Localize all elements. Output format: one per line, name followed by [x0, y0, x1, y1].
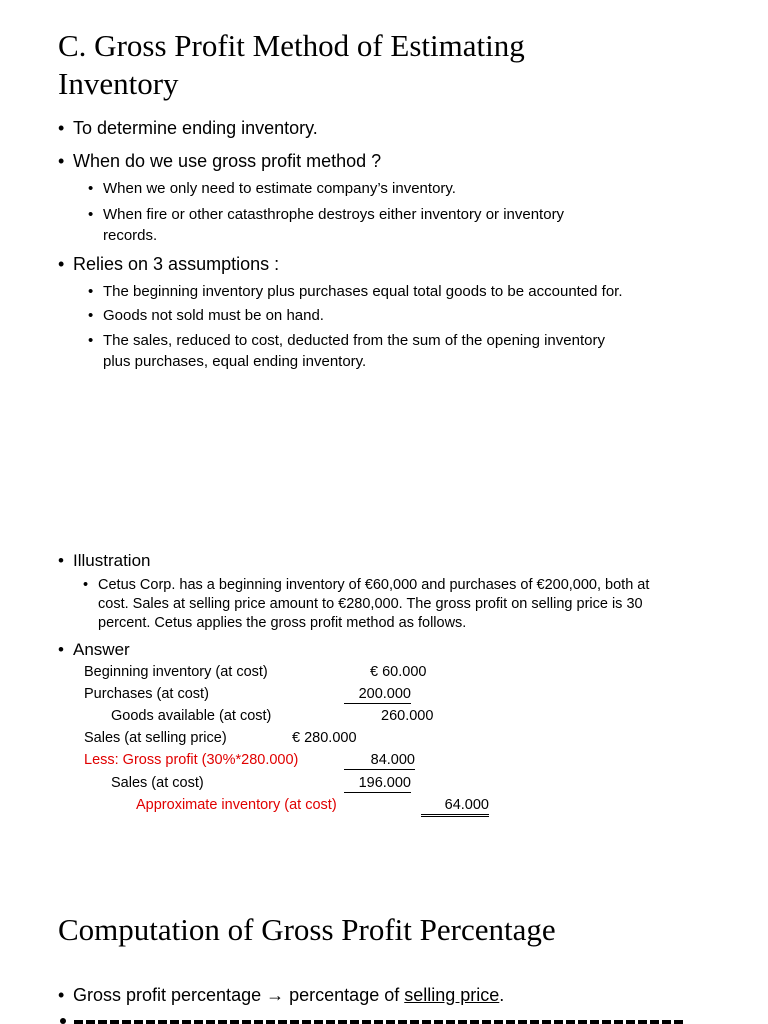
bullet-when-use — [73, 151, 381, 172]
cutoff-text-fragment — [74, 1020, 684, 1024]
illustration-line-1: • Cetus Corp. has a beginning inventory of €60,000 and purchases of €200,000, both at — [98, 577, 650, 593]
bullet-text: Illustration — [73, 551, 151, 570]
sub-bullet-text-line-1: • When fire or other catasthrophe destroys either inventory or inventory — [103, 206, 565, 223]
sub-bullet-estimate — [103, 178, 456, 199]
row-available-label: Goods available (at cost) — [111, 708, 272, 724]
bullet-text: When do we use gross profit method ? — [73, 151, 382, 171]
bullet-answer — [73, 640, 130, 660]
bullet-determine-inventory — [73, 118, 318, 139]
row-sales-cost-label: Sales (at cost) — [111, 775, 204, 791]
bullet-gross-profit-percentage — [73, 985, 504, 1006]
slide-2-title: Computation of Gross Profit Percentage — [58, 912, 556, 947]
bullet-text-mid: percentage of — [289, 985, 400, 1005]
sub-bullet-text-line-2: plus purchases, equal ending inventory. — [103, 353, 367, 370]
bullet-text: To determine ending inventory. — [73, 118, 318, 138]
bullet-text: Relies on 3 assumptions : — [73, 254, 280, 274]
sub-bullet-text: Goods not sold must be on hand. — [103, 307, 324, 324]
row-sales-cost-value: 196.000 — [344, 775, 411, 793]
slide-title-line-1: C. Gross Profit Method of Estimating — [58, 28, 525, 63]
bullet-text: Answer — [73, 640, 130, 659]
illustration-line-2: cost. Sales at selling price amount to €280,000. The gross profit on selling price is 30 — [98, 596, 643, 612]
row-purchases-value: 200.000 — [344, 686, 411, 704]
row-sales-value: € 280.000 — [292, 730, 357, 746]
bullet-text: Gross profit percentage — [73, 985, 262, 1005]
sub-bullet-assumption-3 — [103, 330, 605, 372]
slide-title-line-2: Inventory — [58, 66, 179, 101]
illustration-text — [98, 576, 649, 633]
row-available-value: 260.000 — [381, 708, 434, 724]
sub-bullet-text-line-1: • The sales, reduced to cost, deducted from the sum of the opening inventory — [103, 332, 605, 349]
row-beginning-value: € 60.000 — [370, 664, 427, 680]
slide-title — [58, 27, 525, 103]
row-approx-inventory-label: Approximate inventory (at cost) — [136, 797, 337, 813]
row-less-gross-profit-value: 84.000 — [344, 752, 415, 770]
sub-bullet-text: The beginning inventory plus purchases equal total goods to be accounted for. — [103, 283, 623, 300]
sub-bullet-text-line-2: records. — [103, 227, 158, 244]
row-approx-inventory-value: 64.000 — [421, 797, 489, 817]
bullet-text-underlined: selling price — [404, 985, 500, 1005]
row-less-gross-profit-label: Less: Gross profit (30%*280.000) — [84, 752, 299, 768]
sub-bullet-assumption-1 — [103, 281, 623, 302]
sub-bullet-text: When we only need to estimate company’s inventory. — [103, 180, 456, 197]
bullet-text-end: . — [499, 985, 505, 1005]
arrow-icon: → — [266, 985, 285, 1005]
sub-bullet-fire — [103, 204, 564, 246]
row-beginning-label: Beginning inventory (at cost) — [84, 664, 268, 680]
row-purchases-label: Purchases (at cost) — [84, 686, 209, 702]
bullet-assumptions — [73, 254, 279, 275]
illustration-line-3: percent. Cetus applies the gross profit method as follows. — [98, 615, 467, 631]
row-sales-label: Sales (at selling price) — [84, 730, 227, 746]
sub-bullet-assumption-2 — [103, 305, 324, 326]
bullet-dot — [60, 1018, 66, 1024]
cutoff-next-line — [60, 1018, 700, 1024]
bullet-illustration — [73, 551, 150, 571]
